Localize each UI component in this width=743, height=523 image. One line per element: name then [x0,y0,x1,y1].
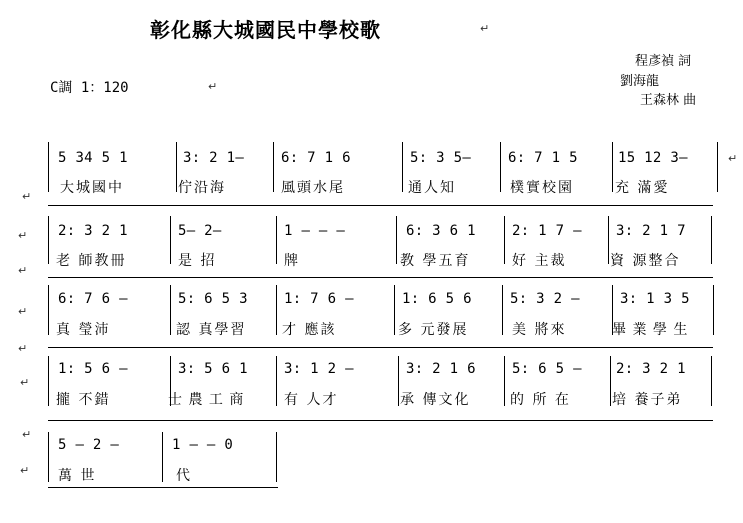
measure-lyrics: 樸實校園 [510,180,574,196]
barline [502,285,503,335]
composer-credit-1: 劉海龍 [620,74,660,89]
measure-notes: 6: 7 1 6 [281,150,351,166]
measure-lyrics: 才 應該 [282,322,337,338]
measure-lyrics: 老 師教冊 [56,253,127,269]
measure-lyrics: 士 農 工 商 [168,392,245,408]
measure-notes: 2: 3 2 1 [616,361,686,377]
barline [713,285,714,335]
measure-lyrics: 攏 不錯 [56,392,111,408]
measure-notes: 3: 1 3 5 [620,291,690,307]
measure-notes: 5 — 2 — [58,437,120,453]
measure-lyrics: 培 養子弟 [612,392,683,408]
measure-lyrics: 是 招 [178,253,217,269]
measure-notes: 6: 3 6 1 [406,223,476,239]
barline [162,432,163,482]
staff-rule [48,487,278,488]
measure-notes: 3: 2 1— [183,150,245,166]
measure-notes: 5: 3 2 — [510,291,580,307]
measure-notes: 5: 6 5 3 [178,291,248,307]
measure-notes: 3: 2 1 6 [406,361,476,377]
measure-lyrics: 畢 業 學 生 [612,322,689,338]
staff-rule [48,420,713,421]
barline [48,356,49,406]
song-title: 彰化縣大城國民中學校歌 [150,18,381,42]
measure-lyrics: 的 所 在 [510,392,571,408]
barline [396,216,397,264]
measure-lyrics: 風頭水尾 [281,180,345,196]
barline [394,285,395,335]
measure-notes: 1: 5 6 — [58,361,128,377]
measure-notes: 1: 7 6 — [284,291,354,307]
measure-lyrics: 通人知 [408,180,456,196]
paragraph-mark: ↵ [18,342,28,355]
measure-notes: 5: 6 5 — [512,361,582,377]
measure-lyrics: 代 [176,468,192,484]
paragraph-mark: ↵ [22,428,32,441]
measure-notes: 3: 1 2 — [284,361,354,377]
barline [276,285,277,335]
paragraph-mark: ↵ [22,190,32,203]
measure-notes: 1 — — 0 [172,437,234,453]
paragraph-mark: ↵ [18,229,28,242]
barline [48,285,49,335]
measure-notes: 3: 5 6 1 [178,361,248,377]
staff-rule [48,205,713,206]
barline [276,356,277,406]
barline [504,356,505,406]
barline [48,432,49,482]
measure-lyrics: 牌 [284,253,300,269]
composer-credit-2: 王森林 曲 [640,93,697,108]
measure-notes: 15 12 3— [618,150,688,166]
key-tempo: C調 1：120 [50,80,129,96]
measure-notes: 2: 1 7 — [512,223,582,239]
barline [276,216,277,264]
barline [608,216,609,264]
measure-lyrics: 資 源整合 [610,253,681,269]
barline [170,285,171,335]
measure-lyrics: 承 傳文化 [400,392,471,408]
staff-rule [48,347,713,348]
measure-lyrics: 美 將來 [512,322,567,338]
barline [170,216,171,264]
barline [402,142,403,192]
measure-notes: 3: 2 1 7 [616,223,686,239]
measure-lyrics: 大城國中 [60,180,124,196]
measure-notes: 2: 3 2 1 [58,223,128,239]
staff-rule [48,277,713,278]
measure-notes: 6: 7 6 — [58,291,128,307]
barline [48,216,49,264]
paragraph-mark: ↵ [18,305,28,318]
barline [717,142,718,192]
measure-lyrics: 好 主裁 [512,253,567,269]
paragraph-mark: ↵ [18,264,28,277]
barline [500,142,501,192]
barline [612,142,613,192]
barline [276,432,277,482]
barline [48,142,49,192]
barline [711,356,712,406]
barline [610,356,611,406]
paragraph-mark: ↵ [728,152,738,165]
barline [176,142,177,192]
barline [711,216,712,264]
measure-lyrics: 充 滿愛 [615,180,670,196]
paragraph-mark: ↵ [20,464,30,477]
measure-notes: 1 — — — [284,223,346,239]
measure-lyrics: 萬 世 [58,468,97,484]
measure-lyrics: 教 學五育 [400,253,471,269]
measure-lyrics: 佇沿海 [178,180,226,196]
paragraph-mark: ↵ [20,376,30,389]
measure-lyrics: 多 元發展 [398,322,469,338]
measure-notes: 5— 2— [178,223,222,239]
measure-notes: 5: 3 5— [410,150,472,166]
barline [273,142,274,192]
measure-notes: 6: 7 1 5 [508,150,578,166]
paragraph-mark: ↵ [208,80,218,93]
measure-lyrics: 認 真學習 [176,322,247,338]
measure-lyrics: 有 人才 [284,392,339,408]
lyricist-credit: 程彥禎 詞 [635,54,692,69]
measure-notes: 1: 6 5 6 [402,291,472,307]
measure-lyrics: 真 瑩沛 [56,322,111,338]
measure-notes: 5 34 5 1 [58,150,128,166]
paragraph-mark: ↵ [480,22,490,35]
barline [398,356,399,406]
barline [504,216,505,264]
